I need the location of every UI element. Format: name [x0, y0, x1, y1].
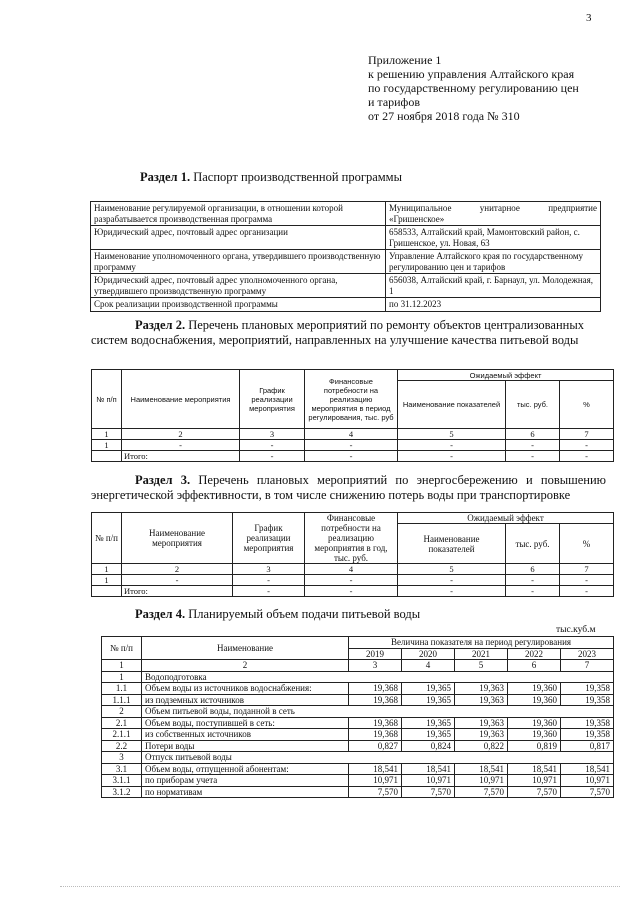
row-value: 19,365 — [402, 683, 455, 695]
row-number: 2.1.1 — [102, 729, 142, 741]
row-value: 19,358 — [561, 694, 614, 706]
row-value: 7,570 — [455, 786, 508, 798]
table-row — [102, 683, 614, 695]
row-value: 0,827 — [349, 740, 402, 752]
row-value: 19,368 — [349, 729, 402, 741]
row-value: 10,971 — [455, 775, 508, 787]
header-percent: % — [560, 524, 614, 564]
col-number: 2 — [122, 429, 240, 440]
table-row — [92, 440, 614, 451]
table-header-row — [92, 513, 614, 524]
row-value: 19,365 — [402, 729, 455, 741]
row-name: по нормативам — [142, 786, 349, 798]
table-cell: - — [398, 575, 506, 586]
passport-label: Юридический адрес, почтовый адрес организации — [91, 226, 386, 250]
table-row — [102, 671, 614, 683]
table-row — [102, 740, 614, 752]
row-name: Отпуск питьевой воды — [142, 752, 614, 764]
col-number: 2 — [122, 564, 233, 575]
section2-number: Раздел 2. — [135, 318, 186, 332]
row-value: 19,358 — [561, 729, 614, 741]
row-value: 19,360 — [508, 683, 561, 695]
table-cell: - — [122, 440, 240, 451]
row-number: 2.1 — [102, 717, 142, 729]
row-value: 7,570 — [508, 786, 561, 798]
table-cell: 1 — [92, 440, 122, 451]
passport-value: 658533, Алтайский край, Мамонтовский район, с. Гришенское, ул. Новая, 63 — [386, 226, 601, 250]
section3-number: Раздел 3. — [135, 473, 191, 487]
table-row — [102, 694, 614, 706]
page-bottom-divider — [60, 886, 620, 887]
row-name: Водоподготовка — [142, 671, 614, 683]
col-number: 5 — [398, 429, 506, 440]
row-value: 10,971 — [349, 775, 402, 787]
col-number: 4 — [305, 429, 398, 440]
row-value: 18,541 — [402, 763, 455, 775]
header-year: 2022 — [508, 648, 561, 660]
table-row — [91, 298, 601, 312]
col-number: 1 — [92, 564, 122, 575]
col-number: 3 — [349, 660, 402, 672]
table-cell: - — [240, 451, 305, 462]
passport-value: Муниципальное унитарное предприятие «Гришенское» — [386, 202, 601, 226]
row-number: 2.2 — [102, 740, 142, 752]
row-value: 19,363 — [455, 729, 508, 741]
row-name: по приборам учета — [142, 775, 349, 787]
table-cell: - — [305, 440, 398, 451]
row-name: из собственных источников — [142, 729, 349, 741]
section1-number: Раздел 1. — [140, 170, 191, 184]
header-indicator: Наименование показателей — [398, 381, 506, 429]
passport-table — [90, 201, 601, 312]
header-thousand: тыс. руб. — [506, 381, 560, 429]
table-header-row — [92, 370, 614, 381]
appendix-line: к решению управления Алтайского края — [368, 67, 575, 81]
row-number: 1.1.1 — [102, 694, 142, 706]
col-number: 3 — [233, 564, 305, 575]
total-row — [92, 586, 614, 597]
column-number-row — [92, 429, 614, 440]
row-value: 19,363 — [455, 717, 508, 729]
header-effect: Ожидаемый эффект — [398, 370, 614, 381]
row-value: 19,360 — [508, 729, 561, 741]
col-number: 6 — [506, 564, 560, 575]
section4-title: Планируемый объем подачи питьевой воды — [188, 607, 421, 621]
row-number: 3.1.2 — [102, 786, 142, 798]
energy-saving-table — [91, 512, 614, 597]
table-cell: - — [305, 451, 398, 462]
col-number: 4 — [305, 564, 398, 575]
header-effect: Ожидаемый эффект — [398, 513, 614, 524]
row-number: 3 — [102, 752, 142, 764]
table-cell: - — [398, 451, 506, 462]
col-number: 3 — [240, 429, 305, 440]
row-number: 1 — [102, 671, 142, 683]
row-name: Объем питьевой воды, поданной в сеть — [142, 706, 614, 718]
header-name: Наименование мероприятия — [122, 370, 240, 429]
row-value: 10,971 — [561, 775, 614, 787]
col-number: 2 — [142, 660, 349, 672]
table-cell: 1 — [92, 575, 122, 586]
header-year: 2021 — [455, 648, 508, 660]
table-row — [102, 729, 614, 741]
section3-title: Перечень плановых мероприятий по энергосбережению и повышению энергетической эффективности, в том числе снижению потерь воды при транспортировке — [91, 473, 607, 502]
unit-label: тыс.куб.м — [556, 625, 596, 635]
header-year: 2023 — [561, 648, 614, 660]
table-cell: - — [305, 575, 398, 586]
table-cell: - — [506, 451, 560, 462]
table-cell: - — [560, 451, 614, 462]
section1-heading — [140, 170, 402, 185]
table-row — [102, 775, 614, 787]
table-row — [91, 202, 601, 226]
passport-label: Юридический адрес, почтовый адрес уполномоченного органа, утвердившего производственную программу — [91, 274, 386, 298]
table-cell: - — [398, 586, 506, 597]
table-cell — [92, 586, 122, 597]
row-value: 19,358 — [561, 717, 614, 729]
col-number: 1 — [92, 429, 122, 440]
table-row — [102, 763, 614, 775]
row-value: 0,819 — [508, 740, 561, 752]
section4-heading — [135, 607, 420, 622]
table-row — [102, 752, 614, 764]
col-number: 1 — [102, 660, 142, 672]
col-number: 5 — [398, 564, 506, 575]
table-cell: - — [506, 575, 560, 586]
appendix-line: по государственному регулированию цен — [368, 81, 579, 95]
row-value: 19,363 — [455, 683, 508, 695]
col-number: 4 — [402, 660, 455, 672]
header-percent: % — [560, 381, 614, 429]
section1-title: Паспорт производственной программы — [193, 170, 402, 184]
row-value: 18,541 — [508, 763, 561, 775]
row-value: 7,570 — [561, 786, 614, 798]
header-schedule: График реализации мероприятия — [233, 513, 305, 564]
row-value: 19,368 — [349, 683, 402, 695]
row-value: 0,822 — [455, 740, 508, 752]
table-row — [102, 717, 614, 729]
row-name: Объем воды, отпущенной абонентам: — [142, 763, 349, 775]
header-finance: Финансовые потребности на реализацию мероприятия в период регулирования, тыс. руб — [305, 370, 398, 429]
table-cell: - — [233, 586, 305, 597]
row-value: 7,570 — [349, 786, 402, 798]
row-value: 18,541 — [455, 763, 508, 775]
total-label: Итого: — [122, 451, 240, 462]
header-period: Величина показателя на период регулирования — [349, 637, 614, 649]
col-number: 7 — [560, 429, 614, 440]
table-cell: - — [506, 440, 560, 451]
total-label: Итого: — [122, 586, 233, 597]
column-number-row — [92, 564, 614, 575]
row-value: 10,971 — [508, 775, 561, 787]
row-number: 1.1 — [102, 683, 142, 695]
appendix-line: и тарифов — [368, 95, 421, 109]
header-name: Наименование — [142, 637, 349, 660]
section3-heading — [91, 473, 606, 503]
passport-value: по 31.12.2023 — [386, 298, 601, 312]
row-value: 0,817 — [561, 740, 614, 752]
row-value: 19,360 — [508, 717, 561, 729]
row-value: 7,570 — [402, 786, 455, 798]
row-value: 19,365 — [402, 717, 455, 729]
total-row — [92, 451, 614, 462]
table-row — [91, 226, 601, 250]
table-row — [102, 786, 614, 798]
col-number: 6 — [506, 429, 560, 440]
row-name: Объем воды, поступившей в сеть: — [142, 717, 349, 729]
header-year: 2019 — [349, 648, 402, 660]
table-cell — [92, 451, 122, 462]
table-header-row — [102, 637, 614, 649]
header-num: № п/п — [92, 513, 122, 564]
row-value: 0,824 — [402, 740, 455, 752]
passport-label: Наименование регулируемой организации, в отношении которой разрабатывается производственная программа — [91, 202, 386, 226]
row-number: 2 — [102, 706, 142, 718]
header-thousand: тыс. руб. — [506, 524, 560, 564]
table-cell: - — [560, 440, 614, 451]
page-number: 3 — [586, 12, 592, 24]
header-num: № п/п — [92, 370, 122, 429]
table-cell: - — [305, 586, 398, 597]
col-number: 7 — [561, 660, 614, 672]
passport-value: Управление Алтайского края по государственному регулированию цен и тарифов — [386, 250, 601, 274]
row-name: Потери воды — [142, 740, 349, 752]
row-value: 19,360 — [508, 694, 561, 706]
section2-heading — [91, 318, 606, 348]
header-name: Наименование мероприятия — [122, 513, 233, 564]
table-row — [92, 575, 614, 586]
column-number-row — [102, 660, 614, 672]
table-cell: - — [233, 575, 305, 586]
row-value: 19,368 — [349, 717, 402, 729]
section4-number: Раздел 4. — [135, 607, 186, 621]
passport-label: Срок реализации производственной программы — [91, 298, 386, 312]
col-number: 6 — [508, 660, 561, 672]
row-value: 10,971 — [402, 775, 455, 787]
appendix-block — [368, 53, 579, 123]
header-indicator: Наименование показателей — [398, 524, 506, 564]
table-row — [91, 250, 601, 274]
passport-label: Наименование уполномоченного органа, утвердившего производственную программу — [91, 250, 386, 274]
header-finance: Финансовые потребности на реализацию мероприятия в год, тыс. руб. — [305, 513, 398, 564]
passport-value: 656038, Алтайский край, г. Барнаул, ул. Молодежная, 1 — [386, 274, 601, 298]
repair-measures-table — [91, 369, 614, 462]
water-volume-table — [101, 636, 614, 798]
appendix-line: от 27 ноября 2018 года № 310 — [368, 109, 520, 123]
row-value: 18,541 — [349, 763, 402, 775]
table-cell: - — [398, 440, 506, 451]
section2-title: Перечень плановых мероприятий по ремонту объектов централизованных систем водоснабжения, мероприятий, направленных на улучшение качества питьевой воды — [91, 318, 584, 347]
row-number: 3.1 — [102, 763, 142, 775]
col-number: 7 — [560, 564, 614, 575]
row-value: 19,363 — [455, 694, 508, 706]
header-year: 2020 — [402, 648, 455, 660]
col-number: 5 — [455, 660, 508, 672]
row-value: 18,541 — [561, 763, 614, 775]
table-cell: - — [122, 575, 233, 586]
table-cell: - — [560, 586, 614, 597]
row-number: 3.1.1 — [102, 775, 142, 787]
table-cell: - — [506, 586, 560, 597]
row-value: 19,358 — [561, 683, 614, 695]
table-cell: - — [240, 440, 305, 451]
table-cell: - — [560, 575, 614, 586]
appendix-line: Приложение 1 — [368, 53, 442, 67]
row-name: из подземных источников — [142, 694, 349, 706]
header-num: № п/п — [102, 637, 142, 660]
row-value: 19,365 — [402, 694, 455, 706]
header-schedule: График реализации мероприятия — [240, 370, 305, 429]
table-row — [91, 274, 601, 298]
row-value: 19,368 — [349, 694, 402, 706]
row-name: Объем воды из источников водоснабжения: — [142, 683, 349, 695]
table-row — [102, 706, 614, 718]
